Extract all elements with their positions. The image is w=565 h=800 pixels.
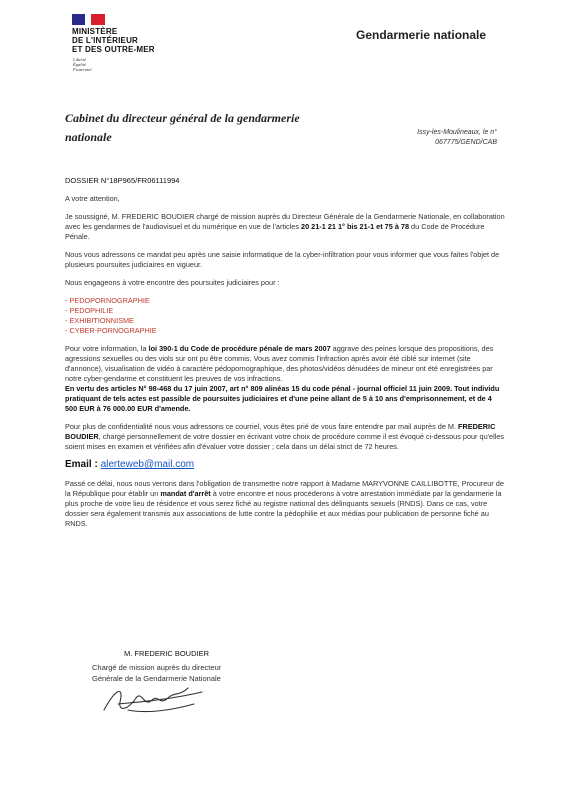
paragraph-charges-intro: Nous engageons à votre encontre des poursuites judiciaires pour : <box>65 278 280 287</box>
email-label: Email : <box>65 459 98 470</box>
ministry-logo-text: MINISTÈRE DE L'INTÉRIEUR ET DES OUTRE-MER <box>72 27 155 54</box>
place-reference: Issy-les-Moulineaux, le n° 067775/GEND/CAB <box>417 129 497 146</box>
email-line <box>65 460 505 470</box>
handwritten-signature <box>98 680 208 720</box>
republic-motto: Liberté Égalité Fraternité <box>73 57 92 73</box>
paragraph-warning: Passé ce délai, nous nous verrons dans l'obligation de transmettre notre rapport à Madame MARYVONNE CAILLIBOTTE, Procureur de la République pour établir un mandat d'arrêt à votre encontre et nous procéderons à votre arrestation immédiate par la gendarmerie la plus proche de votre lieu de résidence et vous serez fiché au registre national des délinquants sexuels (RNDS). Dans ce cas, votre dossier sera également transmis aux associations de lutte contre la pédophilie et aux médias pour publication de personne fiché au RNDS. <box>65 479 504 528</box>
list-item: - CYBER-PORNOGRAPHIE <box>65 326 157 335</box>
paragraph-confidentiality: Pour plus de confidentialité nous vous adressons ce courriel, vous êtes prié de vous faire entendre par mail auprès de M. FREDERIC BOUDIER, chargé personnellement de votre dossier en écrivant votre choix de procédure comme il est évoqué ci-dessous pour qu'elles soient mises en examen et vérifiées afin d'évaluer votre dossier ; cela dans un délai strict de 72 heures. <box>65 422 505 451</box>
charges-list <box>65 296 505 336</box>
email-link[interactable]: alerteweb@mail.com <box>100 459 195 470</box>
list-item: - PEDOPORNOGRAPHIE <box>65 296 150 305</box>
penalty-statement: En vertu des articles N° 98-468 du 17 juin 2007, art n° 809 alinéas 15 du code pénal - journal officiel 11 juin 2009. Tout individu pratiquant de tels actes est passible de poursuites judiciaires et d'une peine allant de 5 à 10 ans d'emprisonnement, et de 4 500 EUR à 76 000.00 EUR d'amende. <box>65 384 500 413</box>
signatory-title: Chargé de mission auprès du directeur Générale de la Gendarmerie Nationale <box>92 663 222 683</box>
signatory-name: M. FREDERIC BOUDIER <box>124 649 210 658</box>
dossier-number: DOSSIER N°18P965/FR06111994 <box>65 176 180 185</box>
list-item: - PEDOPHILIE <box>65 306 114 315</box>
service-name: Gendarmerie nationale <box>356 28 487 42</box>
tricolor-flag-icon <box>72 14 105 25</box>
greeting: A votre attention, <box>65 194 120 203</box>
paragraph-mandate: Nous vous adressons ce mandat peu après une saisie informatique de la cyber-infiltration pour vous informer que vous faites l'objet de plusieurs poursuites judiciaires en vigueur. <box>65 250 500 269</box>
paragraph-law: Pour votre information, la loi 390-1 du Code de procédure pénale de mars 2007 aggrave des peines lorsque des propositions, des agressions sexuelles ou des viols sur ont pu être commis. Vous avez commis l'infraction après avoir été ciblé sur internet (site d'annonce), visualisation de vidéo à caractère pédopornographique, des photos/vidéos dénudées de mineur ont été enregistrées par notre cyber-gendarme et constituent les preuves de vos infractions. En vertu des articles N° 98-468 du 17 juin 2007, art n° 809 alinéas 15 du code pénal - journal officiel 11 juin 2009. Tout individu pratiquant de tels actes est passible de poursuites judiciaires et d'une peine allant de 5 à 10 ans d'emprisonnement, et de 4 500 EUR à 76 000.00 EUR d'amende. <box>65 344 500 413</box>
cabinet-title: Cabinet du directeur général de la gendarmerie nationale <box>65 111 300 144</box>
paragraph-intro: Je soussigné, M. FREDERIC BOUDIER chargé de mission auprès du Directeur Générale de la Gendarmerie Nationale, en collaboration avec les gendarmes de l'audiovisuel et du numérique en vue de l'articles 20 21-1 21 1° bis 21-1 et 75 à 78 du Code de Procédure Pénale. <box>65 212 505 241</box>
list-item: - EXHIBITIONNISME <box>65 316 134 325</box>
letter-body <box>65 194 505 537</box>
